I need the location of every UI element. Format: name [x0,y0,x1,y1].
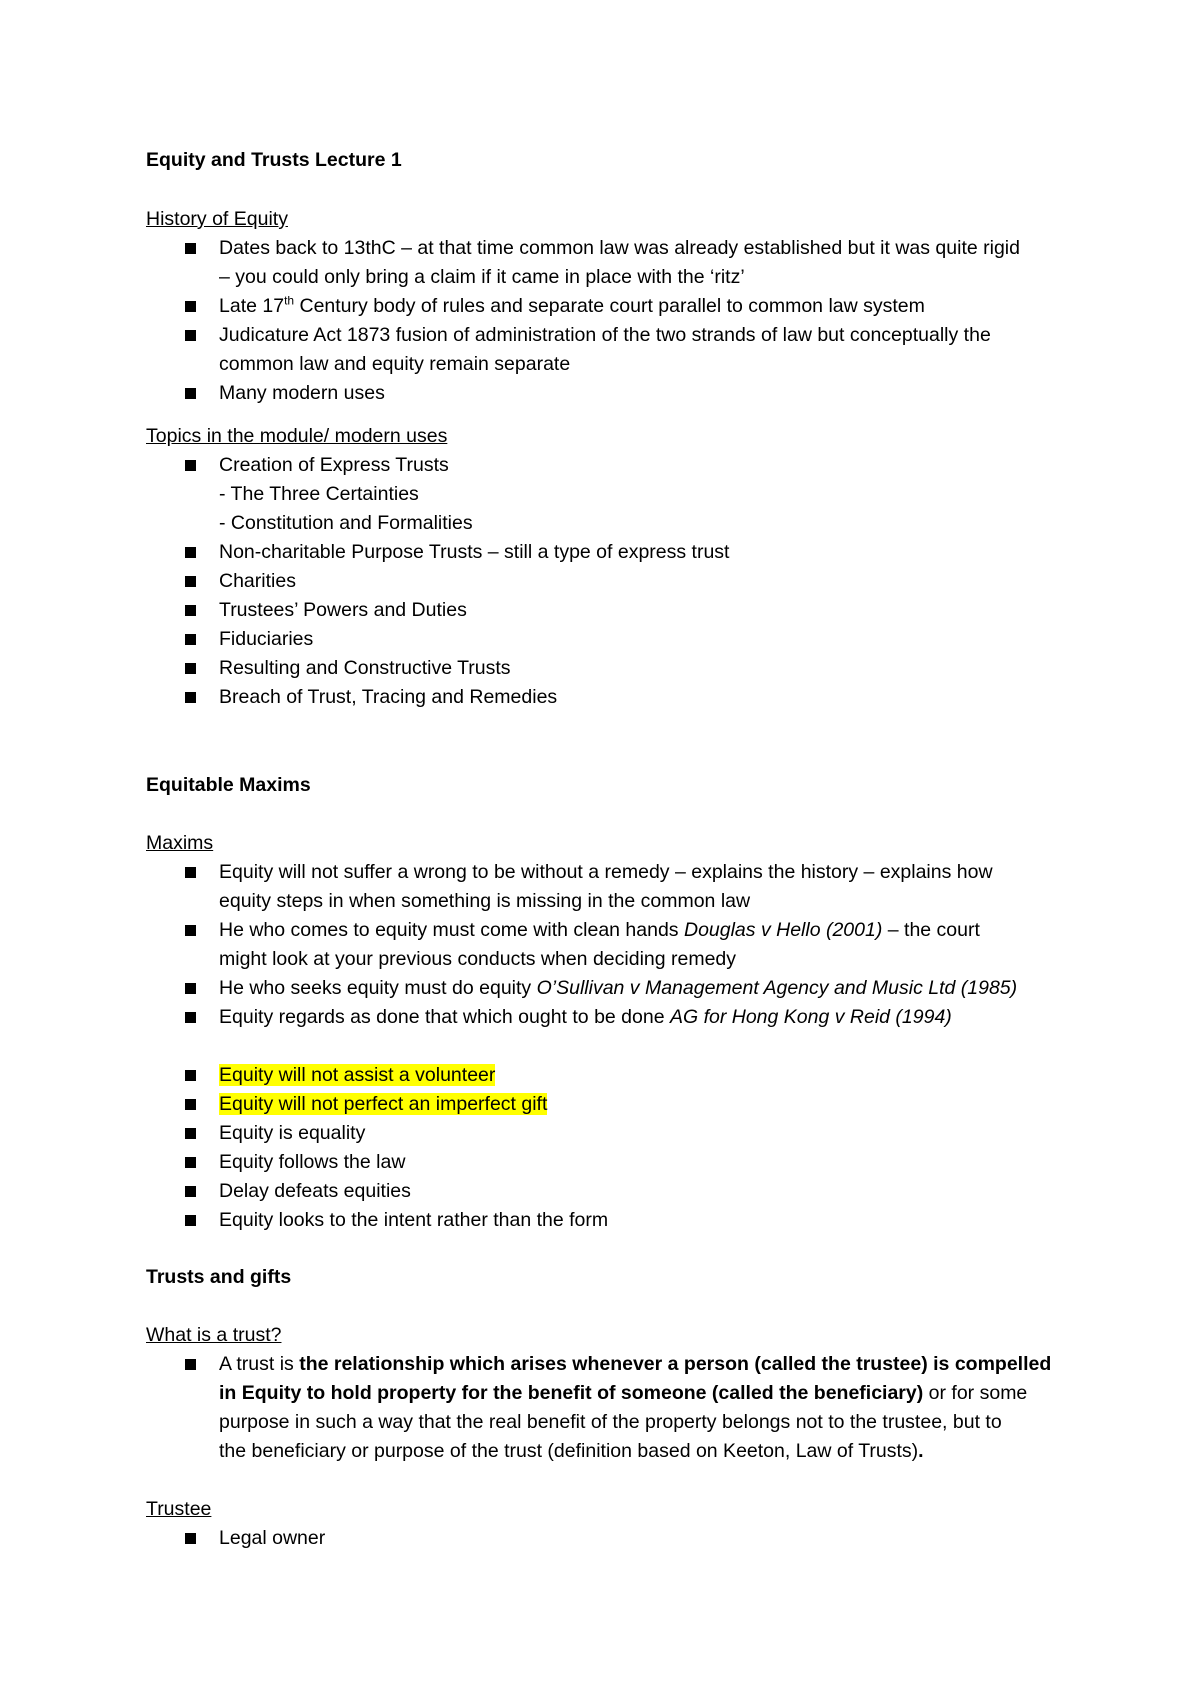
subheading-what-is-trust: What is a trust? [146,1324,282,1346]
section-heading-history: History of Equity [146,208,288,230]
bullet-square-icon [185,547,196,558]
bullet-square-icon [185,867,196,878]
maxims-section [146,771,1086,1235]
bullet-square-icon [185,663,196,674]
list-item: Equity will not suffer a wrong to be without a remedy – explains the history – explains how equity steps in when something is missing in the common law [146,858,1086,916]
list-item: Judicature Act 1873 fusion of administration of the two strands of law but conceptually the common law and equity remain separate [146,321,1086,379]
case-citation: O’Sullivan v Management Agency and Music Ltd (1985) [536,977,1018,999]
list-item: Equity regards as done that which ought to be done AG for Hong Kong v Reid (1994) [146,1003,1086,1032]
bullet-square-icon [185,1128,196,1139]
list-item-highlighted [146,1090,1086,1119]
history-section [146,205,1086,408]
list-item: Non-charitable Purpose Trusts – still a type of express trust [146,538,1086,567]
section-heading-topics: Topics in the module/ modern uses [146,425,448,447]
bullet-square-icon [185,1215,196,1226]
bullet-square-icon [185,576,196,587]
bullet-square-icon [185,388,196,399]
list-item: Late 17th Century body of rules and separate court parallel to common law system [146,292,1086,321]
bullet-square-icon [185,301,196,312]
list-item: He who comes to equity must come with clean hands Douglas v Hello (2001) – the court might look at your previous conducts when deciding remedy [146,916,1086,974]
list-item: Equity follows the law [146,1148,1086,1177]
topics-section [146,422,1086,712]
section-heading-trusts: Trusts and gifts [146,1266,292,1288]
bullet-square-icon [185,330,196,341]
list-item: Equity is equality [146,1119,1086,1148]
bullet-square-icon [185,243,196,254]
bullet-square-icon [185,1533,196,1544]
bullet-square-icon [185,634,196,645]
bullet-square-icon [185,605,196,616]
bullet-square-icon [185,1012,196,1023]
list-item: Fiduciaries [146,625,1086,654]
list-item: Creation of Express Trusts - The Three Certainties - Constitution and Formalities [146,451,1086,538]
section-heading-maxims: Equitable Maxims [146,774,311,796]
list-item: Legal owner [146,1524,1086,1553]
list-item: A trust is the relationship which arises whenever a person (called the trustee) is compelled in Equity to hold property for the benefit of someone (called the beneficiary) or for some purpose in such a way that the real benefit of the property belongs not to the trustee, but to the beneficiary or purpose of the trust (definition based on Keeton, Law of Trusts). [146,1350,1086,1466]
case-citation: AG for Hong Kong v Reid (1994) [669,1006,952,1028]
bullet-square-icon [185,692,196,703]
case-citation: Douglas v Hello (2001) [683,919,883,941]
bullet-square-icon [185,925,196,936]
subheading-trustee: Trustee [146,1498,212,1520]
bullet-square-icon [185,1157,196,1168]
title-block [146,146,1086,175]
list-item: Breach of Trust, Tracing and Remedies [146,683,1086,712]
list-item: Dates back to 13thC – at that time common law was already established but it was quite rigid – you could only bring a claim if it came in place with the ‘ritz’ [146,234,1086,292]
list-item: He who seeks equity must do equity O’Sullivan v Management Agency and Music Ltd (1985) [146,974,1086,1003]
bullet-square-icon [185,1099,196,1110]
trusts-section [146,1263,1086,1553]
bullet-square-icon [185,1070,196,1081]
bullet-square-icon [185,1186,196,1197]
bullet-square-icon [185,460,196,471]
list-item: Many modern uses [146,379,1086,408]
highlighted-text: Equity will not perfect an imperfect gift [219,1093,548,1115]
list-item: Delay defeats equities [146,1177,1086,1206]
list-item-highlighted [146,1061,1086,1090]
bullet-square-icon [185,983,196,994]
highlighted-text: Equity will not assist a volunteer [219,1064,496,1086]
list-item: Charities [146,567,1086,596]
subheading-maxims: Maxims [146,832,214,854]
bullet-square-icon [185,1359,196,1370]
page-title: Equity and Trusts Lecture 1 [146,149,402,171]
list-item: Resulting and Constructive Trusts [146,654,1086,683]
list-item: Trustees’ Powers and Duties [146,596,1086,625]
list-item: Equity looks to the intent rather than the form [146,1206,1086,1235]
